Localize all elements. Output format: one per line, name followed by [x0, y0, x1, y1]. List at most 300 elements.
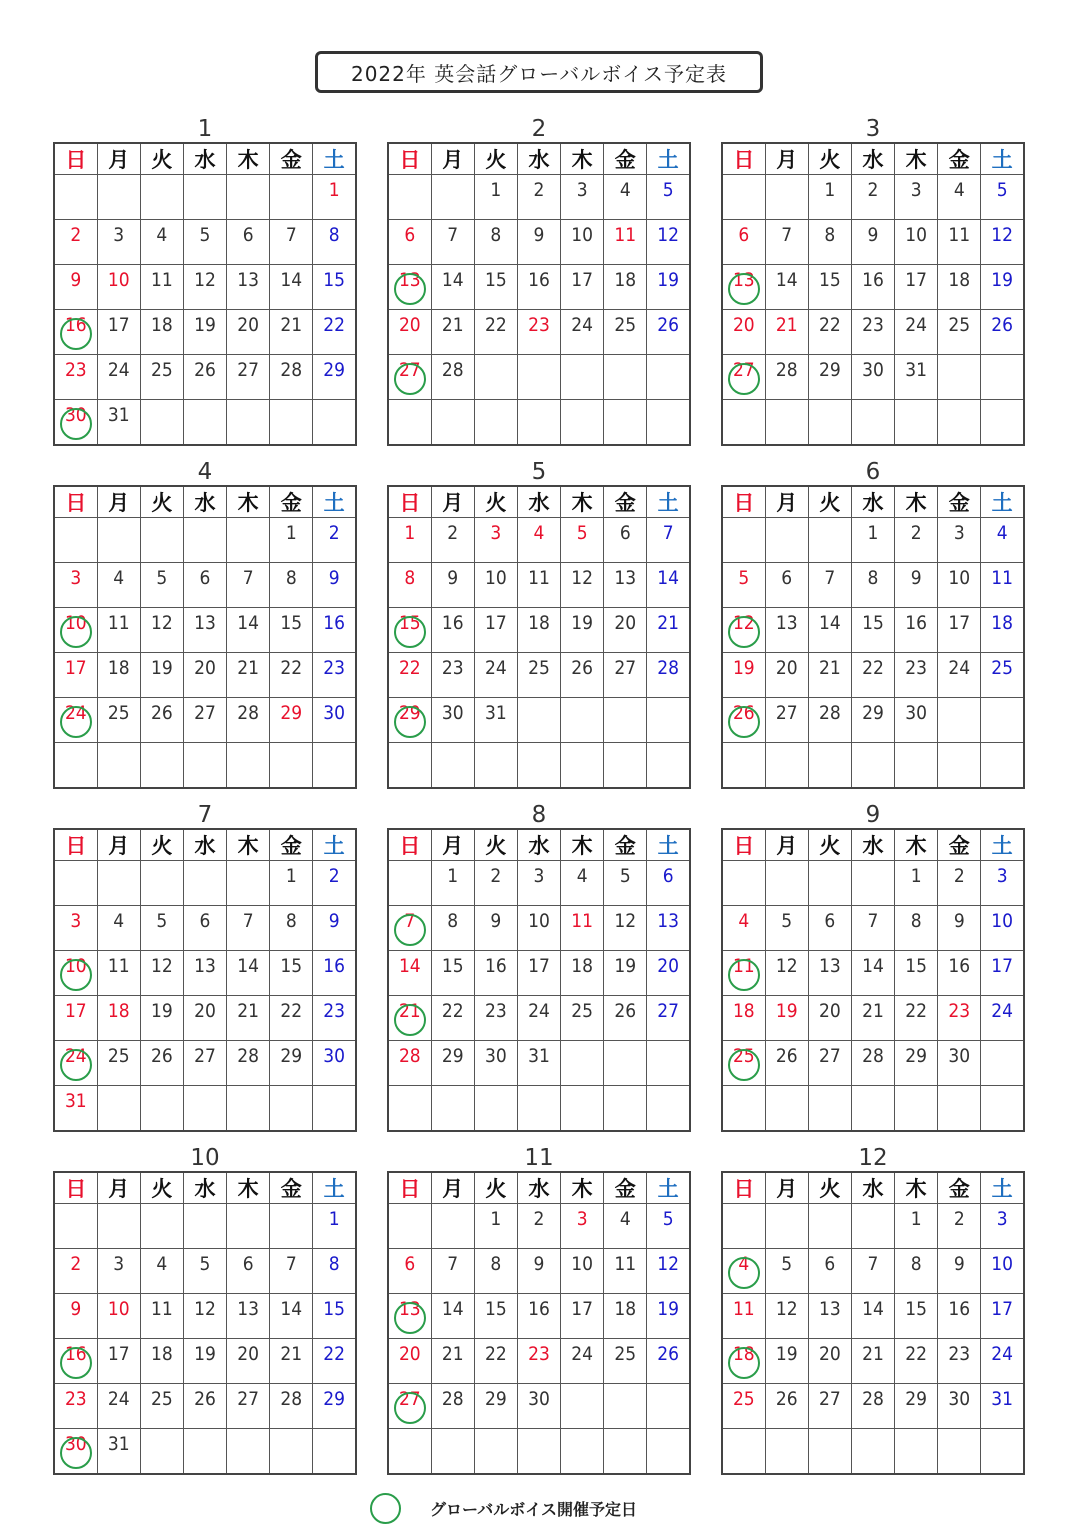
day-cell: [604, 518, 647, 563]
day-number: 2: [328, 522, 340, 544]
day-cell: [183, 1429, 226, 1475]
day-number: 16: [862, 269, 884, 291]
day-number: 26: [657, 314, 680, 336]
week-row: [722, 400, 1024, 446]
day-cell: [227, 220, 270, 265]
day-number: 6: [824, 1253, 836, 1275]
day-number: 17: [991, 1298, 1014, 1320]
day-number: 13: [775, 612, 798, 634]
day-number: 10: [64, 612, 87, 634]
day-cell: [722, 1384, 765, 1429]
day-cell: [981, 400, 1024, 446]
day-number: 24: [991, 1343, 1014, 1365]
day-number: 7: [285, 1253, 297, 1275]
day-number: 27: [398, 1388, 421, 1410]
day-number: 25: [571, 1000, 593, 1022]
day-number: 2: [490, 865, 502, 887]
day-number: 28: [398, 1045, 421, 1067]
day-cell: [981, 1294, 1024, 1339]
day-cell: [895, 1339, 938, 1384]
day-number: 15: [484, 1298, 507, 1320]
weekday-header: 金: [270, 1172, 313, 1204]
day-cell: [431, 653, 474, 698]
day-cell: [313, 400, 356, 446]
week-row: [388, 653, 690, 698]
day-number: 6: [738, 224, 750, 246]
day-number: 20: [237, 1343, 259, 1365]
day-number: 12: [732, 612, 755, 634]
day-number: 9: [490, 910, 502, 932]
day-number: 29: [818, 359, 841, 381]
day-number: 3: [113, 1253, 125, 1275]
day-number: 1: [285, 865, 297, 887]
event-circle-icon: [394, 706, 426, 738]
day-cell: [97, 906, 140, 951]
week-row: [388, 698, 690, 743]
day-cell: [431, 906, 474, 951]
day-number: 26: [657, 1343, 680, 1365]
day-cell: [140, 175, 183, 220]
week-row: [388, 1041, 690, 1086]
day-number: 1: [285, 522, 297, 544]
week-row: [54, 1041, 356, 1086]
day-cell: [227, 175, 270, 220]
day-cell: [183, 563, 226, 608]
day-cell: [97, 220, 140, 265]
day-number: 30: [948, 1045, 971, 1067]
day-cell: [97, 310, 140, 355]
weekday-header: 火: [140, 143, 183, 175]
day-cell: [895, 861, 938, 906]
day-cell: [140, 220, 183, 265]
day-number: 8: [328, 224, 340, 246]
day-number: 30: [484, 1045, 507, 1067]
weekday-header: 日: [388, 1172, 431, 1204]
day-cell: [561, 1294, 604, 1339]
day-cell: [270, 1204, 313, 1249]
day-number: 30: [905, 702, 927, 724]
day-cell: [895, 1204, 938, 1249]
day-number: 27: [614, 657, 637, 679]
day-cell: [722, 1086, 765, 1132]
day-cell: [604, 996, 647, 1041]
event-circle-icon: [728, 273, 760, 305]
day-cell: [851, 1339, 894, 1384]
day-cell: [647, 400, 690, 446]
day-number: 23: [948, 1000, 971, 1022]
weekday-header: 月: [431, 1172, 474, 1204]
day-cell: [54, 1204, 97, 1249]
day-cell: [895, 951, 938, 996]
day-number: 5: [199, 1253, 211, 1275]
day-number: 6: [824, 910, 836, 932]
weekday-header: 月: [765, 486, 808, 518]
day-number: 8: [447, 910, 459, 932]
day-number: 19: [775, 1343, 798, 1365]
day-cell: [227, 951, 270, 996]
day-cell: [938, 698, 981, 743]
day-cell: [140, 653, 183, 698]
weekday-header: 日: [54, 486, 97, 518]
day-cell: [765, 1429, 808, 1475]
day-cell: [851, 1429, 894, 1475]
day-number: 7: [404, 910, 416, 932]
day-number: 6: [242, 1253, 254, 1275]
day-number: 15: [484, 269, 507, 291]
day-number: 7: [447, 1253, 459, 1275]
day-number: 7: [662, 522, 674, 544]
day-number: 4: [576, 865, 588, 887]
day-number: 23: [862, 314, 884, 336]
day-number: 22: [818, 314, 841, 336]
day-cell: [474, 518, 517, 563]
day-number: 6: [662, 865, 674, 887]
day-number: 12: [614, 910, 637, 932]
day-number: 22: [484, 1343, 507, 1365]
day-cell: [97, 996, 140, 1041]
day-cell: [388, 1041, 431, 1086]
week-row: [54, 1384, 356, 1429]
weekday-header: 金: [270, 486, 313, 518]
day-cell: [388, 310, 431, 355]
week-row: [388, 861, 690, 906]
day-cell: [808, 518, 851, 563]
day-number: 3: [70, 910, 82, 932]
week-row: [722, 996, 1024, 1041]
day-cell: [270, 518, 313, 563]
day-number: 14: [237, 955, 259, 977]
day-cell: [722, 355, 765, 400]
day-number: 17: [107, 314, 130, 336]
day-number: 20: [657, 955, 680, 977]
day-number: 31: [484, 702, 507, 724]
week-row: [722, 563, 1024, 608]
day-number: 19: [732, 657, 755, 679]
day-cell: [938, 220, 981, 265]
day-cell: [227, 743, 270, 789]
day-cell: [270, 1249, 313, 1294]
day-number: 14: [280, 1298, 303, 1320]
day-cell: [808, 1204, 851, 1249]
day-number: 1: [824, 179, 836, 201]
day-cell: [722, 743, 765, 789]
day-number: 4: [996, 522, 1008, 544]
day-cell: [647, 906, 690, 951]
day-cell: [808, 175, 851, 220]
day-cell: [604, 563, 647, 608]
day-cell: [183, 698, 226, 743]
day-number: 1: [447, 865, 459, 887]
day-number: 19: [194, 1343, 216, 1365]
weekday-header: 木: [227, 1172, 270, 1204]
day-cell: [140, 906, 183, 951]
day-number: 22: [862, 657, 884, 679]
day-cell: [313, 563, 356, 608]
week-row: [722, 1429, 1024, 1475]
day-number: 26: [991, 314, 1014, 336]
day-cell: [722, 1204, 765, 1249]
day-cell: [270, 743, 313, 789]
day-cell: [388, 743, 431, 789]
day-number: 2: [867, 179, 879, 201]
day-cell: [313, 906, 356, 951]
month-label: 5: [531, 459, 547, 485]
day-number: 28: [775, 359, 798, 381]
day-cell: [140, 743, 183, 789]
day-cell: [938, 310, 981, 355]
day-number: 10: [107, 269, 130, 291]
day-cell: [851, 1041, 894, 1086]
day-cell: [97, 698, 140, 743]
day-number: 6: [199, 910, 211, 932]
day-cell: [474, 1204, 517, 1249]
day-cell: [517, 951, 560, 996]
day-cell: [808, 698, 851, 743]
week-row: [54, 1204, 356, 1249]
day-cell: [851, 518, 894, 563]
weekday-header: 木: [895, 143, 938, 175]
day-cell: [270, 996, 313, 1041]
day-number: 25: [614, 314, 637, 336]
day-cell: [765, 996, 808, 1041]
day-cell: [647, 1294, 690, 1339]
day-number: 21: [862, 1000, 884, 1022]
day-cell: [97, 653, 140, 698]
day-number: 21: [398, 1000, 421, 1022]
day-cell: [647, 1384, 690, 1429]
day-number: 23: [484, 1000, 507, 1022]
event-circle-icon: [394, 273, 426, 305]
day-cell: [227, 1294, 270, 1339]
month-calendar: [721, 112, 1025, 446]
day-number: 13: [732, 269, 755, 291]
day-cell: [431, 1429, 474, 1475]
day-number: 1: [490, 1208, 502, 1230]
day-cell: [388, 1429, 431, 1475]
day-cell: [895, 996, 938, 1041]
day-cell: [54, 653, 97, 698]
week-row: [722, 653, 1024, 698]
day-cell: [474, 1339, 517, 1384]
day-cell: [431, 400, 474, 446]
day-cell: [938, 743, 981, 789]
day-cell: [895, 608, 938, 653]
day-number: 6: [199, 567, 211, 589]
week-row: [54, 310, 356, 355]
day-cell: [140, 265, 183, 310]
month-calendar: [53, 1141, 357, 1475]
day-number: 1: [910, 865, 922, 887]
day-number: 19: [657, 269, 680, 291]
day-cell: [604, 400, 647, 446]
day-cell: [183, 400, 226, 446]
weekday-header: 火: [808, 829, 851, 861]
day-cell: [604, 265, 647, 310]
day-cell: [388, 355, 431, 400]
day-cell: [183, 518, 226, 563]
day-number: 26: [150, 702, 173, 724]
day-number: 19: [150, 657, 173, 679]
day-cell: [561, 1041, 604, 1086]
day-cell: [722, 1249, 765, 1294]
weekday-header: 月: [765, 143, 808, 175]
day-cell: [183, 996, 226, 1041]
day-number: 5: [156, 567, 168, 589]
day-cell: [54, 220, 97, 265]
day-number: 29: [905, 1045, 927, 1067]
week-row: [388, 220, 690, 265]
event-circle-icon: [394, 1302, 426, 1334]
day-cell: [54, 355, 97, 400]
day-cell: [474, 1429, 517, 1475]
day-cell: [604, 1041, 647, 1086]
week-row: [722, 906, 1024, 951]
day-cell: [851, 220, 894, 265]
day-cell: [313, 1249, 356, 1294]
weekday-header: 水: [183, 1172, 226, 1204]
day-cell: [722, 906, 765, 951]
day-number: 10: [905, 224, 927, 246]
day-number: 6: [404, 1253, 416, 1275]
weekday-header: 金: [938, 829, 981, 861]
day-cell: [765, 1086, 808, 1132]
day-cell: [313, 1339, 356, 1384]
weekday-header: 水: [183, 143, 226, 175]
day-cell: [517, 1086, 560, 1132]
day-cell: [474, 355, 517, 400]
day-cell: [474, 1294, 517, 1339]
day-cell: [647, 698, 690, 743]
day-cell: [765, 1294, 808, 1339]
weekday-header: 金: [604, 486, 647, 518]
day-cell: [431, 310, 474, 355]
day-number: 24: [571, 1343, 593, 1365]
weekday-header: 火: [808, 1172, 851, 1204]
day-cell: [431, 265, 474, 310]
day-number: 12: [150, 955, 173, 977]
week-row: [54, 518, 356, 563]
day-number: 26: [614, 1000, 637, 1022]
day-cell: [604, 951, 647, 996]
day-number: 2: [533, 179, 545, 201]
weekday-header: 日: [54, 1172, 97, 1204]
day-cell: [851, 698, 894, 743]
day-cell: [808, 1249, 851, 1294]
day-number: 18: [614, 269, 637, 291]
day-cell: [183, 265, 226, 310]
day-cell: [561, 906, 604, 951]
day-cell: [722, 220, 765, 265]
day-cell: [97, 400, 140, 446]
day-cell: [647, 653, 690, 698]
day-cell: [808, 996, 851, 1041]
day-cell: [270, 355, 313, 400]
day-number: 20: [398, 314, 421, 336]
weekday-header: 土: [647, 486, 690, 518]
day-cell: [474, 996, 517, 1041]
day-number: 2: [953, 1208, 965, 1230]
day-cell: [431, 1086, 474, 1132]
day-cell: [981, 1339, 1024, 1384]
day-number: 11: [614, 1253, 637, 1275]
day-cell: [183, 310, 226, 355]
day-number: 11: [614, 224, 637, 246]
day-cell: [313, 265, 356, 310]
day-cell: [722, 1294, 765, 1339]
week-row: [722, 518, 1024, 563]
day-cell: [895, 563, 938, 608]
day-cell: [895, 265, 938, 310]
day-number: 25: [991, 657, 1014, 679]
weekday-header: 日: [722, 1172, 765, 1204]
day-cell: [270, 220, 313, 265]
week-row: [54, 220, 356, 265]
day-number: 2: [447, 522, 459, 544]
day-cell: [54, 861, 97, 906]
day-cell: [517, 265, 560, 310]
week-row: [54, 653, 356, 698]
day-number: 7: [781, 224, 793, 246]
day-cell: [183, 608, 226, 653]
day-cell: [981, 1384, 1024, 1429]
day-cell: [227, 996, 270, 1041]
day-number: 13: [657, 910, 680, 932]
month-calendar: [387, 455, 691, 789]
day-cell: [604, 1249, 647, 1294]
day-number: 24: [571, 314, 593, 336]
day-cell: [938, 175, 981, 220]
day-cell: [895, 1384, 938, 1429]
day-number: 20: [194, 657, 216, 679]
day-number: 20: [732, 314, 755, 336]
day-number: 2: [70, 224, 82, 246]
day-cell: [431, 1339, 474, 1384]
weekday-header: 金: [604, 143, 647, 175]
day-cell: [517, 310, 560, 355]
week-row: [388, 310, 690, 355]
day-number: 14: [280, 269, 303, 291]
day-number: 12: [657, 224, 680, 246]
day-number: 25: [150, 359, 173, 381]
day-cell: [140, 996, 183, 1041]
day-number: 10: [64, 955, 87, 977]
day-cell: [981, 563, 1024, 608]
day-number: 4: [156, 224, 168, 246]
day-cell: [227, 906, 270, 951]
day-cell: [765, 951, 808, 996]
day-number: 5: [781, 1253, 793, 1275]
day-number: 7: [285, 224, 297, 246]
week-row: [54, 1086, 356, 1132]
day-cell: [981, 310, 1024, 355]
month-table: [721, 142, 1025, 446]
day-cell: [431, 951, 474, 996]
day-number: 4: [533, 522, 545, 544]
day-cell: [270, 563, 313, 608]
day-cell: [388, 608, 431, 653]
day-cell: [765, 743, 808, 789]
day-cell: [647, 355, 690, 400]
day-cell: [97, 608, 140, 653]
day-number: 21: [280, 1343, 303, 1365]
weekday-header: 木: [561, 143, 604, 175]
day-number: 20: [237, 314, 259, 336]
weekday-header: 木: [895, 486, 938, 518]
day-cell: [227, 265, 270, 310]
day-number: 28: [280, 1388, 303, 1410]
day-cell: [183, 1086, 226, 1132]
day-cell: [227, 1429, 270, 1475]
